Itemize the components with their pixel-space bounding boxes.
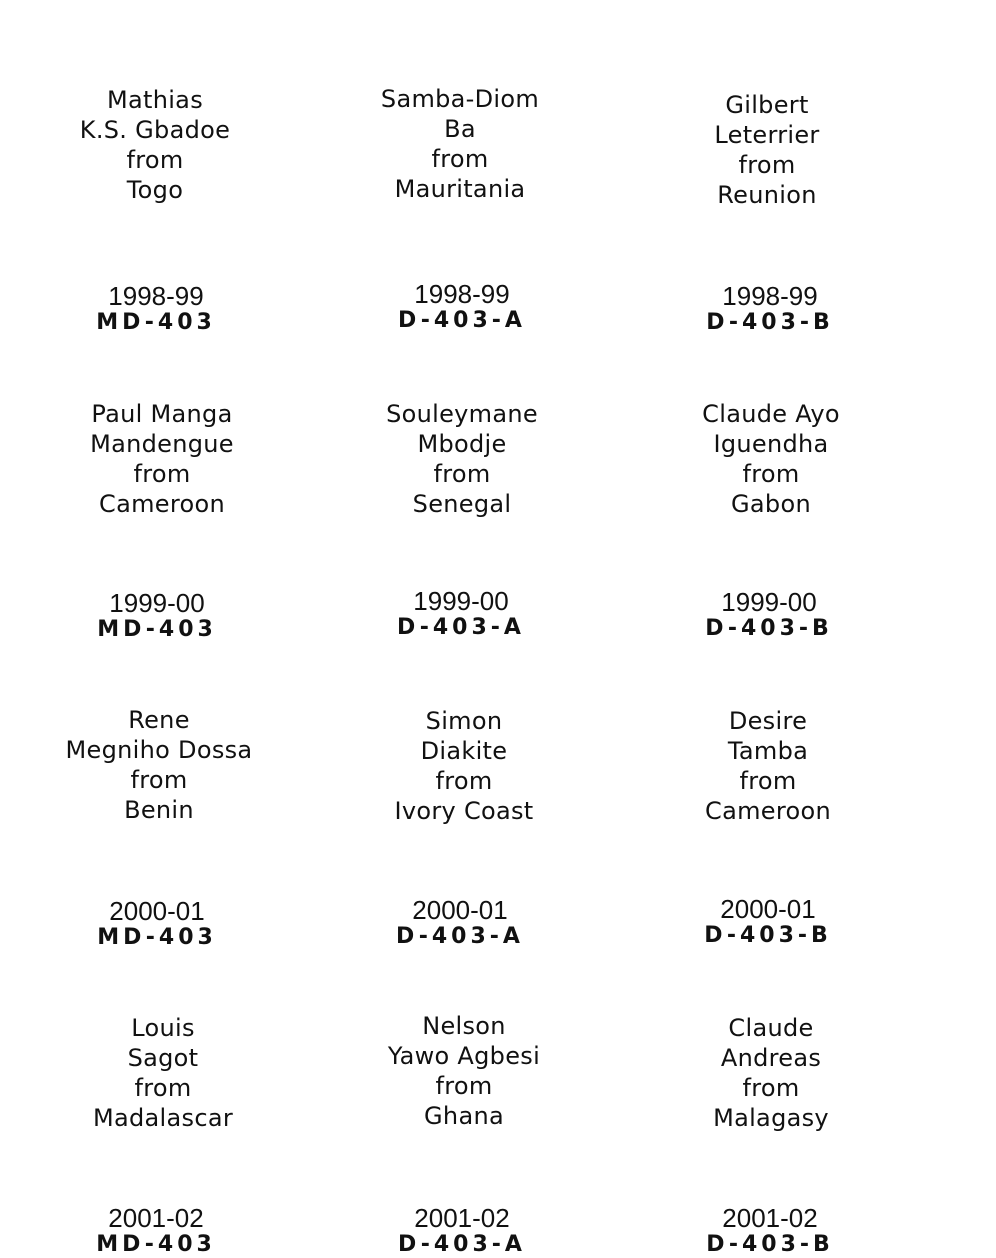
name-line: Diakite	[420, 737, 508, 765]
year-code-block	[332, 280, 592, 334]
from-label: from	[739, 767, 797, 795]
name-line: Nelson	[422, 1012, 506, 1040]
person-name-block	[637, 90, 897, 210]
from-label: from	[742, 460, 800, 488]
year-code-block	[27, 589, 287, 643]
country-name: Ivory Coast	[394, 797, 534, 825]
name-line: Leterrier	[714, 121, 820, 149]
name-line: Samba-Diom	[380, 85, 540, 113]
stamp-code: D-403-B	[706, 310, 834, 335]
year-label: 1999-00	[109, 588, 205, 618]
stamp-code: MD-403	[97, 617, 217, 642]
stamp-code: D-403-A	[396, 924, 524, 949]
person-name-block	[332, 399, 592, 519]
from-label: from	[742, 1074, 800, 1102]
name-line: Iguendha	[713, 430, 829, 458]
name-line: Claude Ayo	[702, 400, 840, 428]
name-line: Mbodje	[417, 430, 507, 458]
country-name: Senegal	[412, 490, 512, 518]
country-name: Madalascar	[92, 1104, 233, 1132]
name-line: Andreas	[720, 1044, 822, 1072]
name-line: Simon	[425, 707, 503, 735]
name-line: K.S. Gbadoe	[79, 116, 231, 144]
person-name-block	[33, 1013, 293, 1133]
year-code-block	[330, 896, 590, 950]
from-label: from	[435, 767, 493, 795]
year-label: 1998-99	[722, 281, 818, 311]
year-label: 2000-01	[412, 895, 508, 925]
person-name-block	[638, 706, 898, 826]
name-line: Sagot	[127, 1044, 199, 1072]
year-code-block	[331, 587, 591, 641]
person-name-block	[334, 706, 594, 826]
year-label: 2001-02	[722, 1203, 818, 1233]
name-line: Ba	[444, 115, 476, 143]
name-line: Paul Manga	[91, 400, 233, 428]
from-label: from	[126, 146, 184, 174]
year-label: 2000-01	[720, 894, 816, 924]
name-line: Gilbert	[725, 91, 809, 119]
person-name-block	[32, 399, 292, 519]
name-line: Louis	[131, 1014, 195, 1042]
country-name: Benin	[124, 796, 194, 824]
stamp-code: D-403-A	[398, 308, 526, 333]
year-code-block	[640, 282, 900, 336]
year-code-block	[26, 1204, 286, 1258]
year-label: 1999-00	[413, 586, 509, 616]
from-label: from	[134, 1074, 192, 1102]
name-line: Desire	[728, 707, 808, 735]
year-label: 1998-99	[108, 281, 204, 311]
country-name: Cameroon	[99, 490, 225, 518]
from-label: from	[738, 151, 796, 179]
country-name: Togo	[126, 176, 184, 204]
year-label: 2001-02	[108, 1203, 204, 1233]
stamp-code: D-403-B	[706, 1232, 834, 1257]
stamp-code: MD-403	[97, 925, 217, 950]
stamp-code: D-403-A	[397, 615, 525, 640]
name-line: Mandengue	[90, 430, 234, 458]
year-label: 2001-02	[414, 1203, 510, 1233]
country-name: Ghana	[424, 1102, 504, 1130]
stamp-code: D-403-B	[705, 616, 833, 641]
name-line: Megniho Dossa	[65, 736, 253, 764]
country-name: Mauritania	[394, 175, 526, 203]
name-line: Rene	[128, 706, 190, 734]
person-name-block	[641, 399, 901, 519]
person-name-block	[29, 705, 289, 825]
person-name-block	[334, 1011, 594, 1131]
name-line: Mathias	[106, 86, 203, 114]
name-line: Claude	[728, 1014, 814, 1042]
year-code-block	[638, 895, 898, 949]
year-code-block	[27, 897, 287, 951]
stamp-code: D-403-A	[398, 1232, 526, 1257]
from-label: from	[130, 766, 188, 794]
from-label: from	[435, 1072, 493, 1100]
year-code-block	[26, 282, 286, 336]
year-label: 1998-99	[414, 279, 510, 309]
year-code-block	[640, 1204, 900, 1258]
from-label: from	[133, 460, 191, 488]
name-line: Souleymane	[386, 400, 538, 428]
country-name: Gabon	[731, 490, 811, 518]
year-label: 1999-00	[721, 587, 817, 617]
country-name: Reunion	[717, 181, 817, 209]
stamp-code: MD-403	[96, 310, 216, 335]
stamp-code: D-403-B	[704, 923, 832, 948]
from-label: from	[431, 145, 489, 173]
country-name: Cameroon	[705, 797, 831, 825]
from-label: from	[433, 460, 491, 488]
person-name-block	[25, 85, 285, 205]
year-code-block	[639, 588, 899, 642]
person-name-block	[330, 84, 590, 204]
year-code-block	[332, 1204, 592, 1258]
stamp-code: MD-403	[96, 1232, 216, 1257]
year-label: 2000-01	[109, 896, 205, 926]
name-line: Yawo Agbesi	[387, 1042, 541, 1070]
country-name: Malagasy	[713, 1104, 829, 1132]
person-name-block	[641, 1013, 901, 1133]
name-line: Tamba	[727, 737, 809, 765]
